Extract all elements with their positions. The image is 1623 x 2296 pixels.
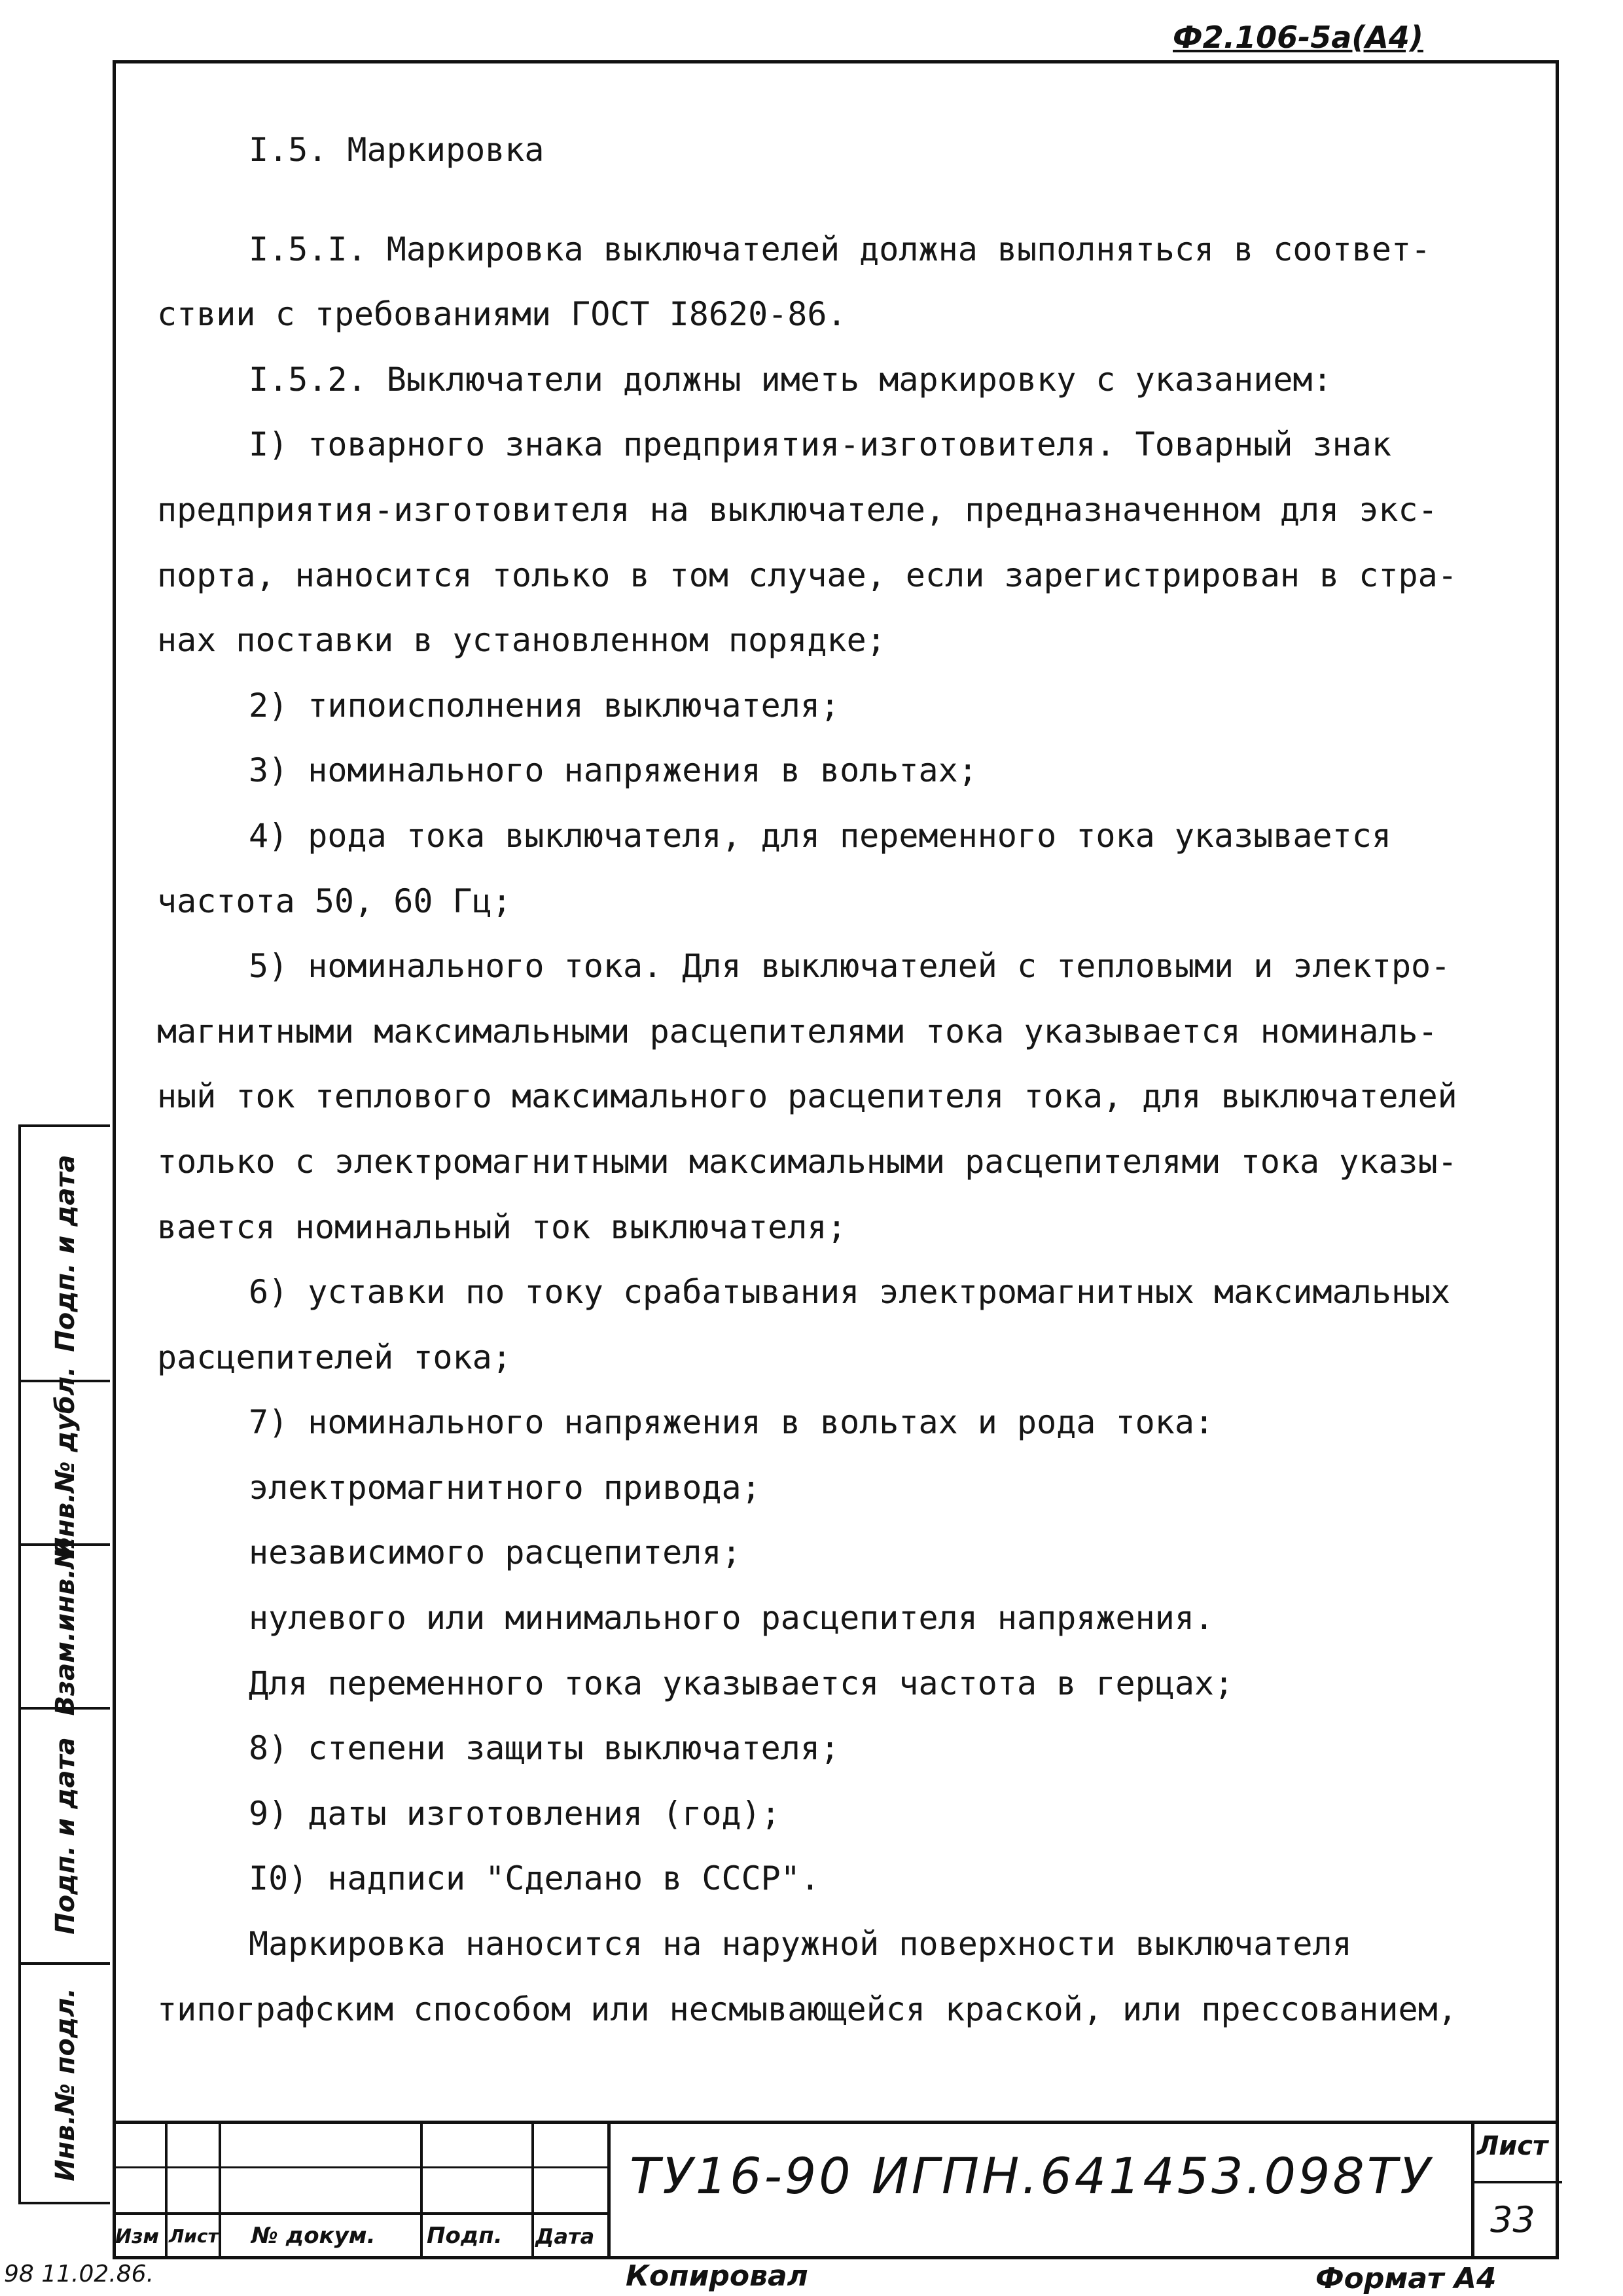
body-line: 8) степени защиты выключателя; xyxy=(249,1729,840,1768)
body-line: типографским способом или несмывающейся краской, или прессованием, xyxy=(157,1990,1457,2028)
body-line: 2) типоисполнения выключателя; xyxy=(249,686,840,725)
form-code: Ф2.106-5а(А4) xyxy=(1173,20,1423,55)
side-label: Взам.инв.№ xyxy=(50,1537,80,1716)
body-line: независимого расцепителя; xyxy=(249,1534,741,1572)
body-line: нах поставки в установленном порядке; xyxy=(157,621,886,660)
body-line: ный ток теплового максимального расцепителя тока, для выключателей xyxy=(157,1077,1457,1116)
sheet-divider xyxy=(1474,2181,1562,2183)
body-text xyxy=(157,118,1505,2042)
body-line: I) товарного знака предприятия-изготовителя. Товарный знак xyxy=(249,425,1391,464)
side-cell-dup-inv xyxy=(21,1366,110,1560)
col-label-sign: Подп. xyxy=(427,2223,503,2249)
body-line: 9) даты изготовления (год); xyxy=(249,1794,781,1833)
body-line: вается номинальный ток выключателя; xyxy=(157,1208,847,1246)
body-line: I0) надписи "Сделано в СССР". xyxy=(249,1859,820,1898)
body-line: предприятия-изготовителя на выключателе, предназначенном для экс- xyxy=(157,490,1438,529)
side-label: Инв.№ подл. xyxy=(50,1988,80,2181)
side-label: Инв.№ дубл. xyxy=(50,1366,80,1560)
body-line: Для переменного тока указывается частота в герцах; xyxy=(249,1664,1234,1702)
document-code: ТУ16-90 ИГПН.641453.098ТУ xyxy=(630,2147,1433,2205)
body-line: нулевого или минимального расцепителя напряжения. xyxy=(249,1599,1215,1638)
format-label: Формат А4 xyxy=(1315,2262,1497,2295)
body-line: I.5.2. Выключатели должны иметь маркировку с указанием: xyxy=(249,360,1332,399)
sheet-label: Лист xyxy=(1477,2131,1548,2161)
side-cell-sign-date-1 xyxy=(21,1127,110,1382)
body-line: 6) уставки по току срабатывания электромагнитных максимальных xyxy=(249,1273,1451,1312)
body-line: порта, наносится только в том случае, если зарегистрирован в стра- xyxy=(157,556,1457,594)
section-heading: I.5. Маркировка xyxy=(249,131,544,169)
body-line: только с электромагнитными максимальными расцепителями тока указы- xyxy=(157,1142,1457,1181)
side-label: Подп. и дата xyxy=(50,1155,80,1352)
side-cell-sign-date-2 xyxy=(21,1710,110,1965)
body-line: 3) номинального напряжения в вольтах; xyxy=(249,751,978,790)
side-label: Подп. и дата xyxy=(50,1737,80,1935)
inventory-note: 98 11.02.86. xyxy=(4,2261,154,2287)
body-line: Маркировка наносится на наружной поверхности выключателя xyxy=(249,1925,1352,1964)
body-line: магнитными максимальными расцепителями тока указывается номиналь- xyxy=(157,1012,1438,1050)
tb-col-line xyxy=(607,2121,611,2259)
tb-col-line xyxy=(420,2121,423,2259)
side-cell-repl-inv xyxy=(21,1537,110,1716)
body-line: электромагнитного привода; xyxy=(249,1468,761,1507)
sheet-box xyxy=(1471,2121,1562,2259)
col-label-doc-no: № докум. xyxy=(251,2223,376,2249)
body-line: 5) номинального тока. Для выключателей с тепловыми и электро- xyxy=(249,947,1451,986)
copied-label: Копировал xyxy=(626,2259,808,2293)
body-line: ствии с требованиями ГОСТ I8620-86. xyxy=(157,295,847,334)
tb-col-line xyxy=(165,2121,168,2259)
tb-col-line xyxy=(219,2121,221,2259)
side-cell-orig-inv xyxy=(21,1965,110,2204)
tb-row-line xyxy=(113,2166,610,2168)
body-line: расцепителей тока; xyxy=(157,1338,512,1376)
body-lines xyxy=(157,217,1505,2043)
col-label-sheet: Лист xyxy=(169,2225,219,2247)
tb-col-line xyxy=(531,2121,534,2259)
body-line: 4) рода тока выключателя, для переменного тока указывается xyxy=(249,816,1391,855)
tb-row-line xyxy=(113,2212,610,2215)
col-label-change: Изм xyxy=(115,2225,160,2248)
title-block-grid xyxy=(113,2121,610,2259)
col-label-date: Дата xyxy=(535,2224,595,2249)
side-column xyxy=(18,1124,110,2204)
body-line: I.5.I. Маркировка выключателей должна выполняться в соответ- xyxy=(249,230,1431,268)
sheet-number: 33 xyxy=(1490,2199,1535,2240)
body-line: частота 50, 60 Гц; xyxy=(157,882,512,920)
title-block xyxy=(113,2121,1559,2259)
body-line: 7) номинального напряжения в вольтах и рода тока: xyxy=(249,1403,1215,1442)
